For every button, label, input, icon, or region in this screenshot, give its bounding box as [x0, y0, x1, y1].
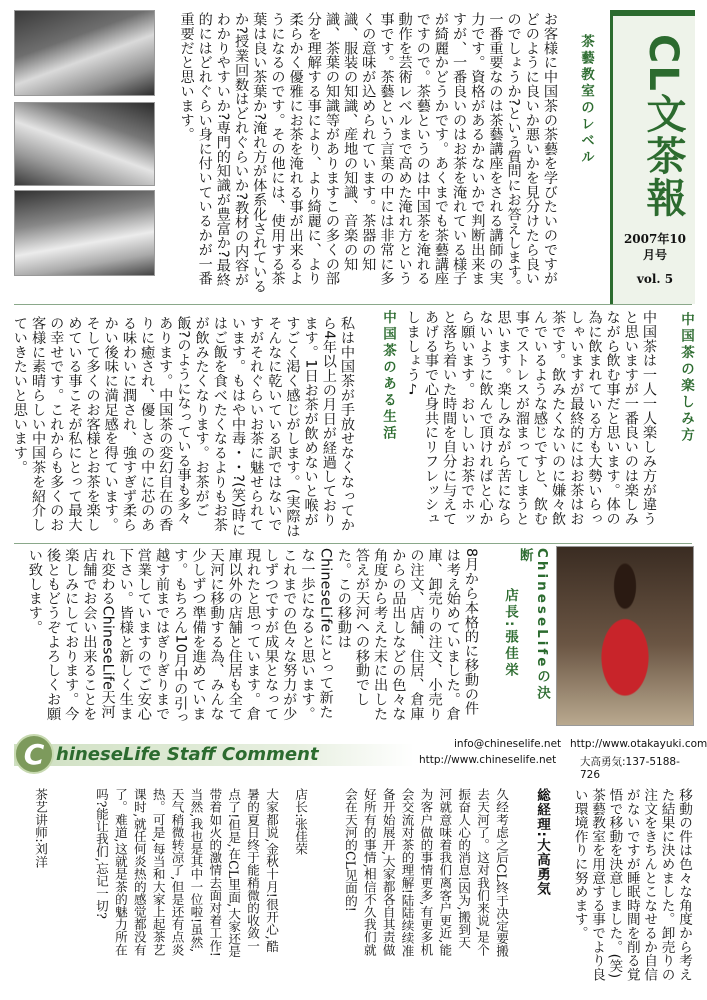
tea-ceremony-photo-1: [14, 10, 155, 96]
tea-ceremony-photo-3: [14, 190, 155, 276]
article4-body: 8月から本格的に移動の件は考え始めていました。倉庫、卸売りの注文、小売りの注文、店舗、住居、倉庫からの品出しなどの色々な角度から考えた末に出した答えが天河への移動でした。この移動はChineseLifeにとって新たな一歩になると思います。これまでの色々な努力が少しずつですが成果となって現れたと思っています。倉庫以外の店舗と住居も全て天河に移動する為、みんな少しずつ準備を進めています。もちろん10月中の引っ越す前まではぎりぎりまで営業していますのでご安心下さい。皆様と新しく生まれ変わるChineseLife天河店舗でお会い出来ることを楽しみにしております。今後ともどうぞよろしくお願い致します。: [26, 548, 479, 725]
article2-heading: 中国茶の楽しみ方: [678, 312, 694, 444]
manager-photo: [556, 546, 694, 726]
article3-body: 私は中国茶が手放せなくなってから4年以上の月日が経過しております。1日お茶が飲めないと喉がすごく渇く感じがします。(実際はそんなに乾いている訳ではないですがそれぐらいお茶に魅せられています。もはや中毒・・?(笑)時にはご飯を食べたくなるよりもお茶が飲みたくなります。お茶がご飯?のようになっている事も多々あります。中国茶の変幻自在の香りに癒され、優しさの中に芯のある味わいに潤され、強すぎず柔らかい後味に満足感を得ています。そして多くのお客様とお茶を楽しめている事こそが私にとって最大の幸せです。これからも多くのお客様に素晴らしい中国茶を紹介していきたいと思います。: [11, 316, 355, 538]
tea-ceremony-photo-2: [14, 102, 155, 186]
masthead-volume: vol. 5: [636, 272, 674, 286]
article1-heading: 茶藝教室のレベル: [578, 34, 594, 166]
banner-logo-initial: C: [23, 738, 45, 771]
masthead-issue-date: 2007年10月号: [623, 232, 687, 262]
banner-logo-circle: [14, 734, 54, 774]
top-section-divider: [14, 304, 692, 305]
article1-body: お客様に中国茶の茶藝を学びたいのですがどのように良いか悪いかを見分けたら良いのでしょうか?という質問にお答えします。一番重要なのは茶藝講座をされる講師の実力です。資格があるかないかで判断出来ますが、一番良いのはお茶を淹れている様子が綺麗かどうかです。あくまでも茶藝講座ですので。茶藝というのは中国茶を淹れる動作を芸術レベルまで高めた淹れ方という事です。茶藝という言葉の中には非常に多くの意味が込められています。茶器の知識、服装の知識、産地の知識、音楽の知識、茶葉の知識等がありますこの多くの部分を理解する事により、より綺麗に、より柔らかく優雅にお茶を淹れる事が出来るようになるのです。その他には、使用する茶葉は良い茶葉か?淹れ方が体系化されているか?授業回数はどれぐらいか?教材の内容がわかりやすいか?専門的知識が豊富か?最終的にはどれぐらい身に付いているかが一番重要だと思います。: [178, 12, 558, 294]
masthead-title: CL文茶報: [640, 34, 686, 219]
comment2-signature: 店长:张佳荣: [293, 788, 308, 856]
masthead: [610, 10, 695, 304]
contact-website[interactable]: http://www.chineselife.net: [419, 754, 557, 766]
comment3-body: 大家都说,金秋十月!很开心,酷暑的夏日终于能稍微的收敛一点了!但是,在CL里面,大家还是带着如火的激情去面对着工作!当然,我也是其中一位啦!虽然,天气稍微转凉了,但是还有点炎热。可是,每当和大家上起茶艺课时,就任何炎热的感觉都没有了。难道,这就是茶的魅力所在吗?能让我们,忘记一切?: [93, 788, 279, 958]
masthead-top-bar: [610, 10, 695, 16]
comment2-body: 久经考虑之后CL终于决定要搬去天河了。这对我们来说,是个振奋人心的消息!因为,搬到天河就意味着我们离客户更近,能为客户做的事情更多,有更多机会交流对茶的理解!陆陆续续准备开始展开,大家都各自其责做好所有的事情,相信不久我们就会在天河的CL见面的!: [342, 788, 509, 958]
staff-comment-banner: [14, 734, 707, 781]
middle-section-divider: [14, 543, 692, 544]
article4-heading: ChineseLifeの決断: [516, 548, 550, 703]
article3-heading: 中国茶のある生活: [380, 310, 396, 442]
banner-title: hineseLife Staff Comment: [56, 744, 319, 765]
contact-phone: 大高勇気:137-5188-726: [580, 756, 680, 781]
contact-website-2[interactable]: http://www.otakayuki.com: [570, 738, 707, 750]
comment1-signature: 総経理:大高勇気: [534, 788, 550, 896]
comment1-body: 移動の件は色々な角度から考えた結果に決めました。卸売りの注文をきちんとこなせるか自信がないですが睡眠時間を削る覚悟で移動を決意しました。(笑)茶藝教室を用意する事でより良い環境作りに努めます。: [571, 788, 692, 982]
comment3-signature: 茶艺讲师:刘洋: [33, 788, 48, 868]
contact-email[interactable]: info@chineselife.net: [454, 738, 562, 750]
article2-body: 中国茶は一人一人楽しみ方が違うと思いますが一番良いのは楽しみながら飲む事だと思います。体の為に飲まれている方も大勢いらっしゃいますが最終的にはお茶はお茶です。飲みたくないのに嫌々飲んでいるような感じですと、飲む事でストレスが溜まってしまうと思います。楽しみながら苦にならないように飲んで頂ければと心から願います。おいしいお茶でホッと落ち着いた時間を自分に与えてあげる事で心身共にリフレッシュしましょう♪: [404, 310, 657, 526]
article4-byline: 店長:張佳栄: [502, 588, 518, 679]
